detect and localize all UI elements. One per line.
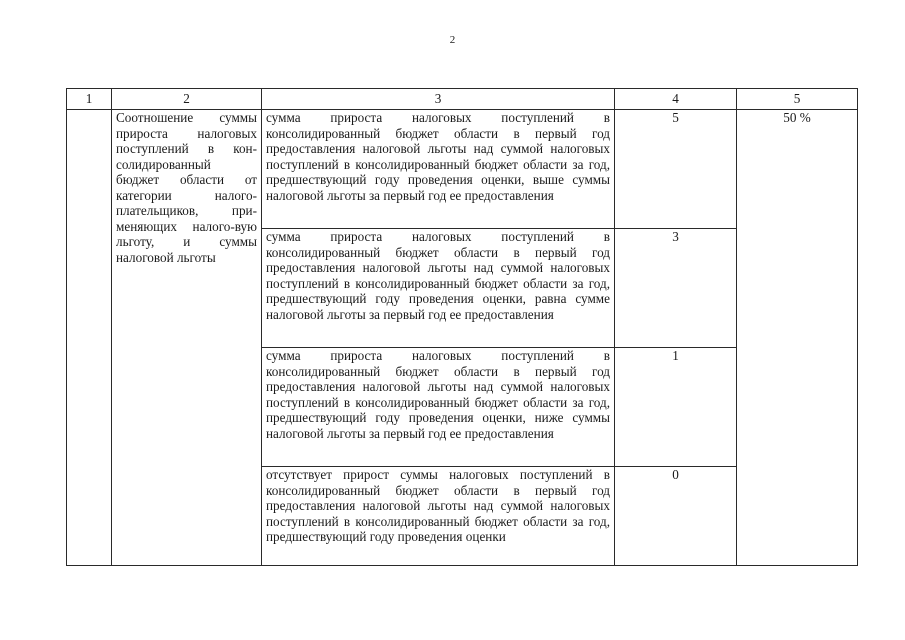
table-row [67,110,858,229]
column-header-2: 2 [112,89,262,110]
column-header-4: 4 [615,89,737,110]
row-number-cell [67,110,112,566]
criterion-cell: Соотношение суммы прироста налоговых поступлений в кон-солидированный бюджет области от категории налого-плательщиков, при-меняющих налого-вую льготу, и суммы налоговой льготы [112,110,262,566]
column-header-1: 1 [67,89,112,110]
page-number: 2 [449,34,456,46]
condition-cell: сумма прироста налоговых поступлений в консолидированный бюджет области в первый год предоставления налоговой льготы над суммой налоговых поступлений в консолидированный бюджет области за год, предшествующий году проведения оценки, равна сумме налоговой льготы за первый год ее предоставления [262,229,615,348]
score-cell: 0 [615,467,737,566]
condition-cell: сумма прироста налоговых поступлений в консолидированный бюджет области в первый год предоставления налоговой льготы над суммой налоговых поступлений в консолидированный бюджет области за год, предшествующий году проведения оценки, ниже суммы налоговой льготы за первый год ее предоставления [262,348,615,467]
score-cell: 5 [615,110,737,229]
score-cell: 3 [615,229,737,348]
score-cell: 1 [615,348,737,467]
column-header-5: 5 [737,89,858,110]
condition-cell: сумма прироста налоговых поступлений в консолидированный бюджет области в первый год предоставления налоговой льготы над суммой налоговых поступлений в консолидированный бюджет области за год, предшествующий году проведения оценки, выше суммы налоговой льготы за первый год ее предоставления [262,110,615,229]
column-header-3: 3 [262,89,615,110]
criteria-table [66,88,858,566]
condition-cell: отсутствует прирост суммы налоговых поступлений в консолидированный бюджет области в первый год предоставления налоговой льготы над суммой налоговых поступлений в консолидированный бюджет области за год, предшествующий году проведения оценки [262,467,615,566]
weight-cell: 50 % [737,110,858,566]
header-row [67,89,858,110]
